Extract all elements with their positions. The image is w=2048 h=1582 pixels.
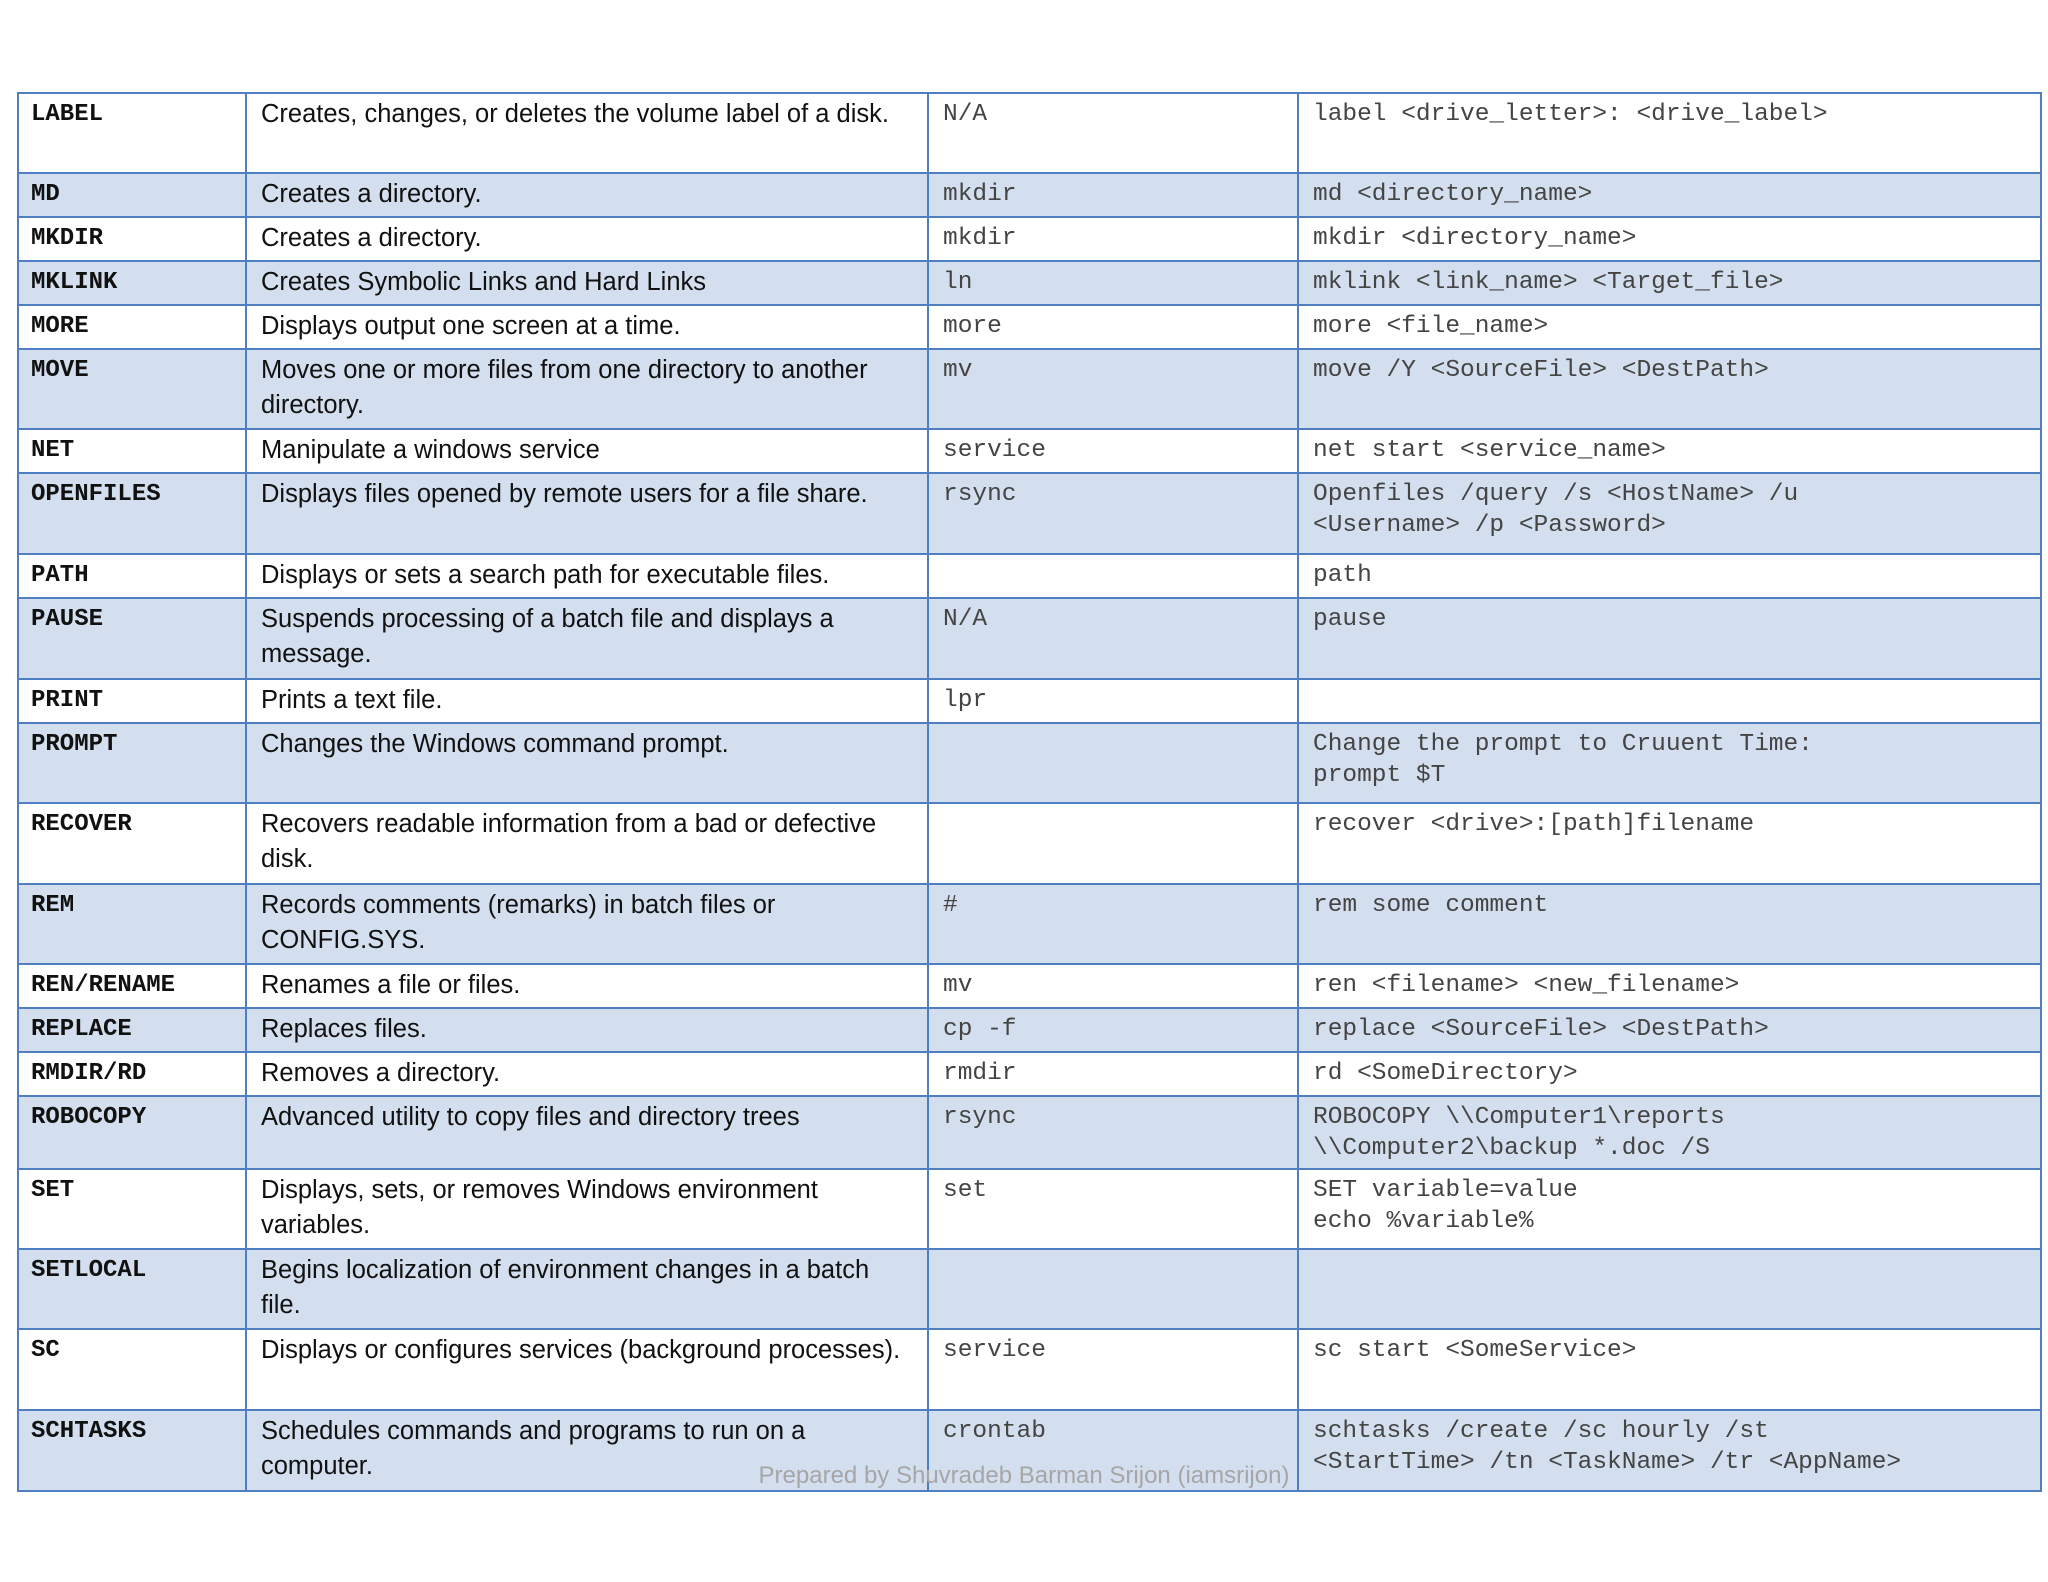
linux-equivalent-cell: crontab <box>928 1410 1298 1491</box>
description-cell: Begins localization of environment changes in a batch file. <box>246 1249 928 1329</box>
command-name-cell: SET <box>18 1169 246 1249</box>
linux-equivalent-cell <box>928 1249 1298 1329</box>
example-cell: rd <SomeDirectory> <box>1298 1052 2041 1096</box>
command-name-cell: PROMPT <box>18 723 246 803</box>
description-cell: Creates a directory. <box>246 217 928 261</box>
table-row <box>18 1329 2041 1410</box>
linux-equivalent-cell: rsync <box>928 473 1298 554</box>
command-name-cell: MOVE <box>18 349 246 429</box>
command-table-body <box>18 93 2041 1491</box>
description-cell: Changes the Windows command prompt. <box>246 723 928 803</box>
table-row <box>18 93 2041 173</box>
command-name-cell: MORE <box>18 305 246 349</box>
example-cell: ROBOCOPY \\Computer1\reports \\Computer2\backup *.doc /S <box>1298 1096 2041 1169</box>
description-cell: Creates, changes, or deletes the volume label of a disk. <box>246 93 928 173</box>
example-cell: SET variable=value echo %variable% <box>1298 1169 2041 1249</box>
description-cell: Creates Symbolic Links and Hard Links <box>246 261 928 305</box>
table-row <box>18 803 2041 884</box>
table-row <box>18 723 2041 803</box>
linux-equivalent-cell: lpr <box>928 679 1298 723</box>
linux-equivalent-cell: N/A <box>928 93 1298 173</box>
example-cell: Change the prompt to Cruuent Time: prompt $T <box>1298 723 2041 803</box>
example-cell: move /Y <SourceFile> <DestPath> <box>1298 349 2041 429</box>
example-cell: ren <filename> <new_filename> <box>1298 964 2041 1008</box>
command-name-cell: SETLOCAL <box>18 1249 246 1329</box>
description-cell: Replaces files. <box>246 1008 928 1052</box>
description-cell: Recovers readable information from a bad or defective disk. <box>246 803 928 884</box>
linux-equivalent-cell <box>928 723 1298 803</box>
table-row <box>18 1096 2041 1169</box>
linux-equivalent-cell: set <box>928 1169 1298 1249</box>
linux-equivalent-cell: mkdir <box>928 173 1298 217</box>
example-cell <box>1298 1249 2041 1329</box>
example-cell: pause <box>1298 598 2041 679</box>
description-cell: Displays output one screen at a time. <box>246 305 928 349</box>
linux-equivalent-cell: rmdir <box>928 1052 1298 1096</box>
example-cell: path <box>1298 554 2041 598</box>
command-name-cell: SCHTASKS <box>18 1410 246 1491</box>
description-cell: Displays, sets, or removes Windows environment variables. <box>246 1169 928 1249</box>
example-cell: schtasks /create /sc hourly /st <StartTime> /tn <TaskName> /tr <AppName> <box>1298 1410 2041 1491</box>
command-table <box>17 92 2042 1492</box>
example-cell: net start <service_name> <box>1298 429 2041 473</box>
table-row <box>18 1169 2041 1249</box>
description-cell: Renames a file or files. <box>246 964 928 1008</box>
command-name-cell: LABEL <box>18 93 246 173</box>
linux-equivalent-cell: ln <box>928 261 1298 305</box>
linux-equivalent-cell <box>928 554 1298 598</box>
linux-equivalent-cell: mv <box>928 349 1298 429</box>
table-row <box>18 1008 2041 1052</box>
linux-equivalent-cell: service <box>928 429 1298 473</box>
command-name-cell: REPLACE <box>18 1008 246 1052</box>
example-cell: mkdir <directory_name> <box>1298 217 2041 261</box>
description-cell: Schedules commands and programs to run on a computer. <box>246 1410 928 1491</box>
description-cell: Suspends processing of a batch file and displays a message. <box>246 598 928 679</box>
example-cell: Openfiles /query /s <HostName> /u <Username> /p <Password> <box>1298 473 2041 554</box>
linux-equivalent-cell: cp -f <box>928 1008 1298 1052</box>
example-cell: recover <drive>:[path]filename <box>1298 803 2041 884</box>
command-name-cell: MD <box>18 173 246 217</box>
example-cell: replace <SourceFile> <DestPath> <box>1298 1008 2041 1052</box>
example-cell: sc start <SomeService> <box>1298 1329 2041 1410</box>
command-name-cell: PAUSE <box>18 598 246 679</box>
linux-equivalent-cell <box>928 803 1298 884</box>
footer-credit: Prepared by Shuvradeb Barman Srijon (iamsrijon) <box>758 1462 1290 1489</box>
table-row <box>18 349 2041 429</box>
description-cell: Displays or configures services (background processes). <box>246 1329 928 1410</box>
description-cell: Creates a directory. <box>246 173 928 217</box>
table-row <box>18 261 2041 305</box>
example-cell: more <file_name> <box>1298 305 2041 349</box>
linux-equivalent-cell: N/A <box>928 598 1298 679</box>
table-row <box>18 173 2041 217</box>
command-name-cell: SC <box>18 1329 246 1410</box>
linux-equivalent-cell: service <box>928 1329 1298 1410</box>
table-row <box>18 429 2041 473</box>
linux-equivalent-cell: # <box>928 884 1298 964</box>
description-cell: Prints a text file. <box>246 679 928 723</box>
command-name-cell: MKLINK <box>18 261 246 305</box>
command-name-cell: PRINT <box>18 679 246 723</box>
linux-equivalent-cell: more <box>928 305 1298 349</box>
description-cell: Displays or sets a search path for executable files. <box>246 554 928 598</box>
description-cell: Records comments (remarks) in batch files or CONFIG.SYS. <box>246 884 928 964</box>
linux-equivalent-cell: mv <box>928 964 1298 1008</box>
command-name-cell: ROBOCOPY <box>18 1096 246 1169</box>
description-cell: Removes a directory. <box>246 1052 928 1096</box>
table-row <box>18 964 2041 1008</box>
linux-equivalent-cell: rsync <box>928 1096 1298 1169</box>
example-cell <box>1298 679 2041 723</box>
table-row <box>18 554 2041 598</box>
table-row <box>18 884 2041 964</box>
command-name-cell: NET <box>18 429 246 473</box>
example-cell: md <directory_name> <box>1298 173 2041 217</box>
example-cell: label <drive_letter>: <drive_label> <box>1298 93 2041 173</box>
table-row <box>18 679 2041 723</box>
example-cell: mklink <link_name> <Target_file> <box>1298 261 2041 305</box>
command-name-cell: REN/RENAME <box>18 964 246 1008</box>
linux-equivalent-cell: mkdir <box>928 217 1298 261</box>
table-row <box>18 1249 2041 1329</box>
description-cell: Advanced utility to copy files and directory trees <box>246 1096 928 1169</box>
example-cell: rem some comment <box>1298 884 2041 964</box>
command-name-cell: RMDIR/RD <box>18 1052 246 1096</box>
table-row <box>18 217 2041 261</box>
command-name-cell: MKDIR <box>18 217 246 261</box>
command-name-cell: REM <box>18 884 246 964</box>
command-name-cell: OPENFILES <box>18 473 246 554</box>
command-name-cell: PATH <box>18 554 246 598</box>
description-cell: Displays files opened by remote users for a file share. <box>246 473 928 554</box>
description-cell: Manipulate a windows service <box>246 429 928 473</box>
table-row <box>18 305 2041 349</box>
table-row <box>18 1052 2041 1096</box>
table-row <box>18 473 2041 554</box>
command-name-cell: RECOVER <box>18 803 246 884</box>
description-cell: Moves one or more files from one directory to another directory. <box>246 349 928 429</box>
table-row <box>18 598 2041 679</box>
